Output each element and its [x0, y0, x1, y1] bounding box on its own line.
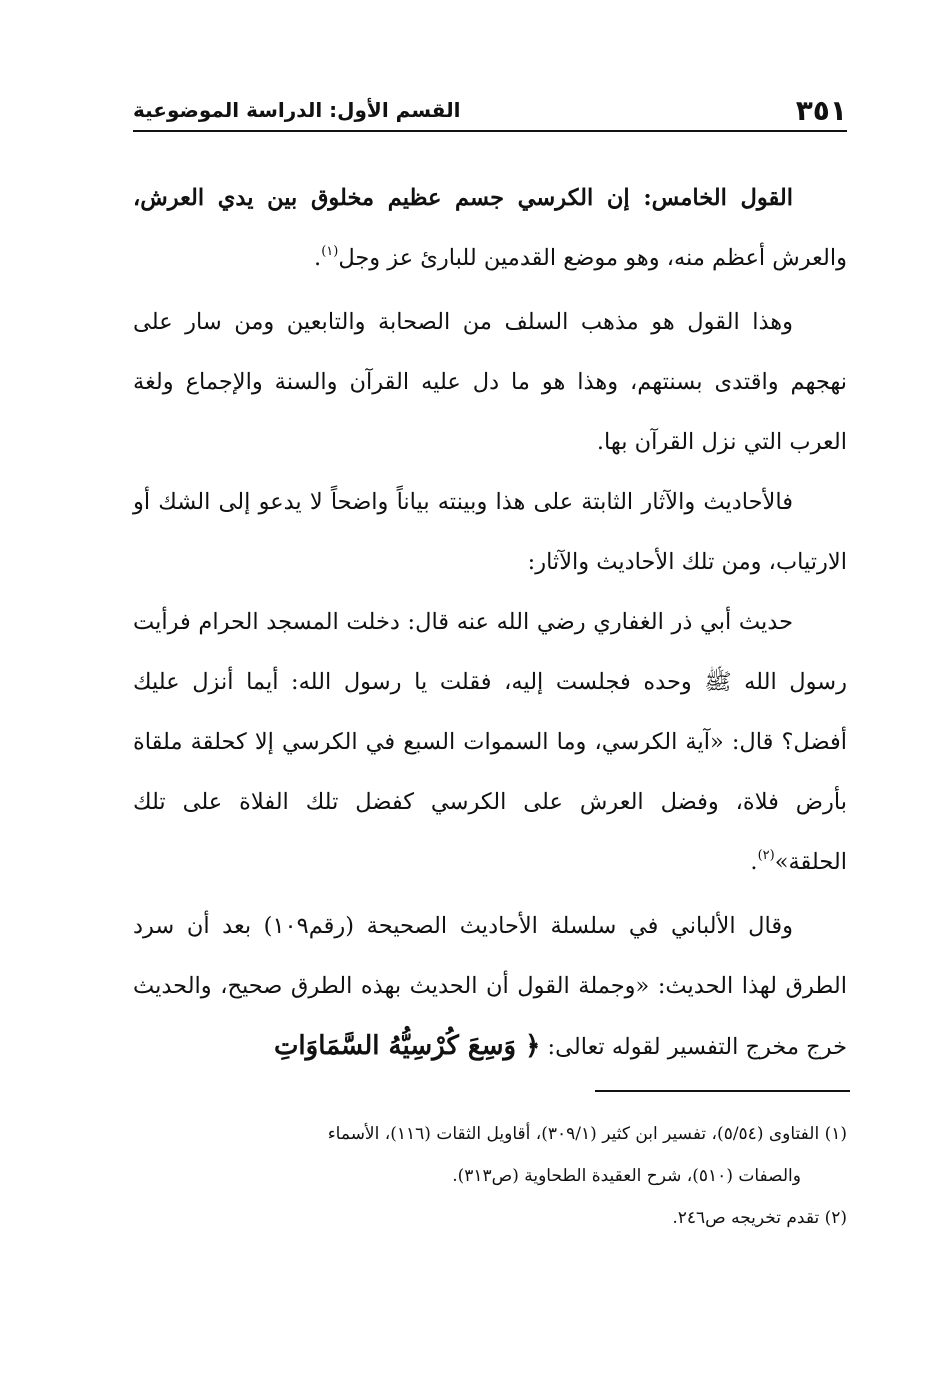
footnote-1-line-1: (١) الفتاوى (٥/٥٤)، تفسير ابن كثير (٣٠٩/١)، أقاويل الثقات (١١٦)، الأسماء [327, 1124, 847, 1144]
paragraph-5-text: وقال الألباني في سلسلة الأحاديث الصحيحة (رقم١٠٩) بعد أن سرد الطرق لهذا الحديث: «وجملة القول أن الحديث بهذه الطرق صحيح، والحديث خرج مخرج التفسير لقوله تعالى: [133, 913, 847, 1060]
footnote-2: (٢) تقدم تخريجه ص٢٤٦. [672, 1208, 847, 1228]
paragraph-5 [133, 896, 847, 1077]
footnote-1-line-2: والصفات (٥١٠)، شرح العقيدة الطحاوية (ص٣١٣). [452, 1166, 801, 1186]
footnotes [133, 1113, 847, 1239]
main-text [133, 168, 847, 1077]
running-title: القسم الأول: الدراسة الموضوعية [133, 98, 461, 122]
footnote-divider [595, 1090, 850, 1092]
paragraph-4: حديث أبي ذر الغفاري رضي الله عنه قال: دخلت المسجد الحرام فرأيت رسول الله ﷺ وحده فجلست إليه، فقلت يا رسول الله: أيما أنزل عليك أفضل؟ قال: «آية الكرسي، وما السموات السبع في الكرسي إلا كحلقة ملقاة بأرض فلاة، وفضل العرش على الكرسي كفضل تلك الفلاة على تلك الحلقة»$^{(٢)}$. [133, 609, 847, 875]
quran-verse: ﴿ وَسِعَ كُرْسِيُّهُ السَّمَاوَاتِ [273, 1031, 541, 1061]
paragraph-1: القول الخامس: إن الكرسي جسم عظيم مخلوق بين يدي العرش، والعرش أعظم منه، وهو موضع القدمين للبارئ عز وجل$^{(١)}$. [133, 185, 847, 271]
paragraph-4-text: حديث أبي ذر الغفاري رضي الله عنه قال: دخلت المسجد الحرام فرأيت رسول الله ﷺ وحده فجلست إليه، فقلت يا رسول الله: أيما أنزل عليك أفضل؟ قال: «آية الكرسي، وما السموات السبع في الكرسي إلا كحلقة ملقاة بأرض فلاة، وفضل العرش على الكرسي كفضل تلك الفلاة على تلك الحلقة» [133, 609, 847, 875]
paragraph-2: وهذا القول هو مذهب السلف من الصحابة والتابعين ومن سار على نهجهم واقتدى بسنتهم، وهذا هو ما دل عليه القرآن والسنة والإجماع ولغة العرب التي نزل القرآن بها. [133, 309, 847, 455]
paragraph-3: فالأحاديث والآثار الثابتة على هذا وبينته بياناً واضحاً لا يدعو إلى الشك أو الارتياب، ومن تلك الأحاديث والآثار: [133, 489, 847, 575]
footnote-ref-2: (٢) [757, 848, 775, 863]
paragraph-1-text: والعرش أعظم منه، وهو موضع القدمين للبارئ عز وجل [338, 245, 847, 271]
footnote-ref-1: (١) [321, 244, 339, 259]
page-number: ٣٥١ [795, 93, 847, 127]
paragraph-1-heading: القول الخامس: إن الكرسي جسم عظيم مخلوق بين يدي العرش، [133, 185, 793, 211]
page-header [133, 90, 847, 132]
